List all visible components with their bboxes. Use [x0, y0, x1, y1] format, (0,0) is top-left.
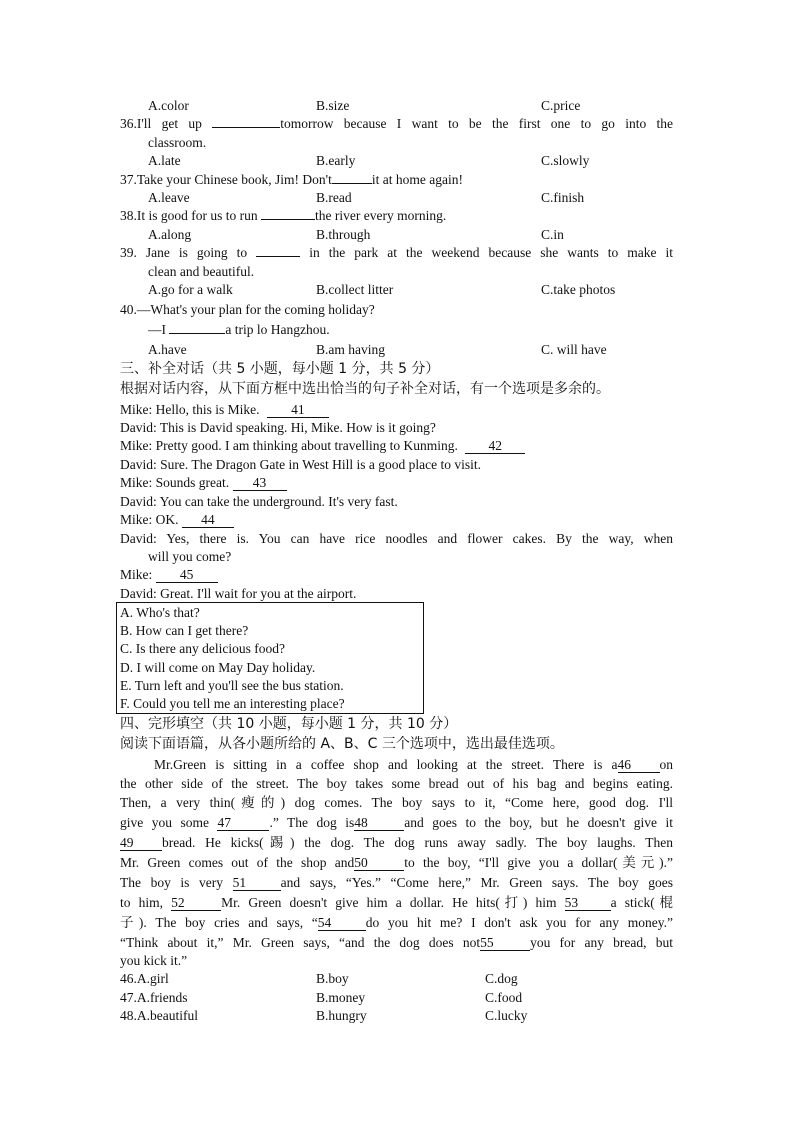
- option-c: C. Is there any delicious food?: [120, 641, 285, 656]
- blank-46: 46: [618, 757, 660, 773]
- dialog-line-8: David: Yes, there is. You can have rice noodles and flower cakes. By the way, when: [120, 531, 673, 546]
- section3-title: 三、补全对话（共 5 小题，每小题 1 分，共 5 分）: [120, 361, 440, 377]
- dialog-line-5: Mike: Sounds great. 43: [120, 474, 673, 492]
- q37-blank: [332, 183, 372, 184]
- blank-51: 51: [233, 875, 281, 891]
- section3-instructions: 根据对话内容，从下面方框中选出恰当的句子补全对话，有一个选项是多余的。: [120, 381, 610, 397]
- q36-option-c: C.slowly: [541, 153, 590, 168]
- blank-50: 50: [354, 855, 404, 871]
- blank-45: 45: [156, 567, 218, 583]
- q36-blank: [212, 127, 280, 128]
- q37-option-c: C.finish: [541, 190, 585, 205]
- q37-option-a: A.leave: [148, 190, 190, 205]
- passage-line-1: Mr.Green is sitting in a coffee shop and looking at the street. There is a46 on: [154, 757, 673, 772]
- q36-option-a: A.late: [148, 153, 181, 168]
- passage-line-5: 49 bread. He kicks(踢) the dog. The dog runs away sadly. The boy laughs. Then: [120, 835, 673, 850]
- q38-stem: 38.It is good for us to run the river every morning.: [120, 208, 447, 223]
- q39-stem-cont: clean and beautiful.: [148, 264, 255, 279]
- blank-54: 54: [318, 915, 366, 931]
- q39-stem: 39. Jane is going to in the park at the weekend because she wants to make it: [120, 245, 673, 260]
- q39-blank: [256, 256, 300, 257]
- q47-option-a: 47.A.friends: [120, 990, 188, 1005]
- q40-option-b: B.am having: [316, 342, 385, 357]
- section4-instructions: 阅读下面语篇，从各小题所给的 A、B、C 三个选项中，选出最佳选项。: [120, 736, 564, 752]
- blank-48: 48: [354, 815, 404, 831]
- q40-answer-line: —I a trip lo Hangzhou.: [148, 322, 330, 337]
- q46-option-c: C.dog: [485, 971, 518, 986]
- passage-line-11: you kick it.”: [120, 953, 188, 968]
- q38-blank: [261, 219, 315, 220]
- blank-49: 49: [120, 835, 162, 851]
- option-e: E. Turn left and you'll see the bus station.: [120, 678, 344, 693]
- passage-line-8: to him, 52 Mr. Green doesn't give him a dollar. He hits(打) him 53 a stick(棍: [120, 895, 673, 910]
- q47-option-b: B.money: [316, 990, 366, 1005]
- q38-option-a: A.along: [148, 227, 192, 242]
- q39-option-c: C.take photos: [541, 282, 616, 297]
- dialog-line-8-cont: will you come?: [148, 549, 232, 564]
- q36-stem: 36.I'll get up tomorrow because I want to be the first one to go into the: [120, 116, 674, 131]
- passage-line-10: “Think about it,” Mr. Green says, “and the dog does not55 you for any bread, but: [120, 935, 673, 950]
- dialog-line-3: Mike: Pretty good. I am thinking about travelling to Kunming. 42: [120, 437, 673, 455]
- option-f: F. Could you tell me an interesting place?: [120, 696, 345, 711]
- q39-option-a: A.go for a walk: [148, 282, 233, 297]
- passage-line-4: give you some 47 .” The dog is48 and goes to the boy, but he doesn't give it: [120, 815, 673, 830]
- q39-option-b: B.collect litter: [316, 282, 394, 297]
- q35-option-b: B.size: [316, 98, 350, 113]
- dialog-line-9: Mike: 45: [120, 566, 673, 584]
- passage-line-2: the other side of the street. The boy takes some bread out of his bag and begins eating.: [120, 776, 673, 791]
- q40-option-a: A.have: [148, 342, 187, 357]
- option-d: D. I will come on May Day holiday.: [120, 660, 316, 675]
- passage-line-6: Mr. Green comes out of the shop and50 to the boy, “I'll give you a dollar(美元).”: [120, 855, 673, 870]
- dialog-line-7: Mike: OK. 44: [120, 511, 673, 529]
- q48-option-b: B.hungry: [316, 1008, 367, 1023]
- blank-41: 41: [267, 402, 329, 418]
- q37-option-b: B.read: [316, 190, 352, 205]
- option-a: A. Who's that?: [120, 605, 200, 620]
- dialog-line-4: David: Sure. The Dragon Gate in West Hill is a good place to visit.: [120, 457, 481, 472]
- q48-option-a: 48.A.beautiful: [120, 1008, 198, 1023]
- q46-option-b: B.boy: [316, 971, 349, 986]
- q35-option-c: C.price: [541, 98, 581, 113]
- section4-title: 四、完形填空（共 10 小题，每小题 1 分，共 10 分）: [120, 716, 458, 732]
- dialog-line-10: David: Great. I'll wait for you at the airport.: [120, 586, 357, 601]
- q38-option-b: B.through: [316, 227, 371, 242]
- q40-blank: [169, 333, 225, 334]
- blank-53: 53: [565, 895, 611, 911]
- blank-55: 55: [480, 935, 530, 951]
- passage-line-9: 子). The boy cries and says, “54 do you hit me? I don't ask you for any money.”: [120, 915, 673, 930]
- q36-stem-cont: classroom.: [148, 135, 207, 150]
- option-b: B. How can I get there?: [120, 623, 249, 638]
- q48-option-c: C.lucky: [485, 1008, 528, 1023]
- q46-option-a: 46.A.girl: [120, 971, 169, 986]
- dialog-line-1: Mike: Hello, this is Mike. 41: [120, 401, 673, 419]
- blank-42: 42: [465, 438, 525, 454]
- blank-43: 43: [233, 475, 287, 491]
- passage-line-7: The boy is very 51 and says, “Yes.” “Come here,” Mr. Green says. The boy goes: [120, 875, 674, 890]
- q35-option-a: A.color: [148, 98, 189, 113]
- dialog-line-2: David: This is David speaking. Hi, Mike. How is it going?: [120, 420, 436, 435]
- passage-line-3: Then, a very thin(瘦的) dog comes. The boy says to it, “Come here, good dog. I'll: [120, 795, 673, 810]
- dialog-line-6: David: You can take the underground. It's very fast.: [120, 494, 398, 509]
- q40-stem: 40.—What's your plan for the coming holiday?: [120, 302, 375, 317]
- q36-option-b: B.early: [316, 153, 356, 168]
- blank-44: 44: [182, 512, 234, 528]
- blank-52: 52: [171, 895, 221, 911]
- q37-stem: 37.Take your Chinese book, Jim! Don't it at home again!: [120, 172, 463, 187]
- q47-option-c: C.food: [485, 990, 523, 1005]
- q40-option-c: C. will have: [541, 342, 607, 357]
- blank-47: 47: [217, 815, 269, 831]
- q38-option-c: C.in: [541, 227, 564, 242]
